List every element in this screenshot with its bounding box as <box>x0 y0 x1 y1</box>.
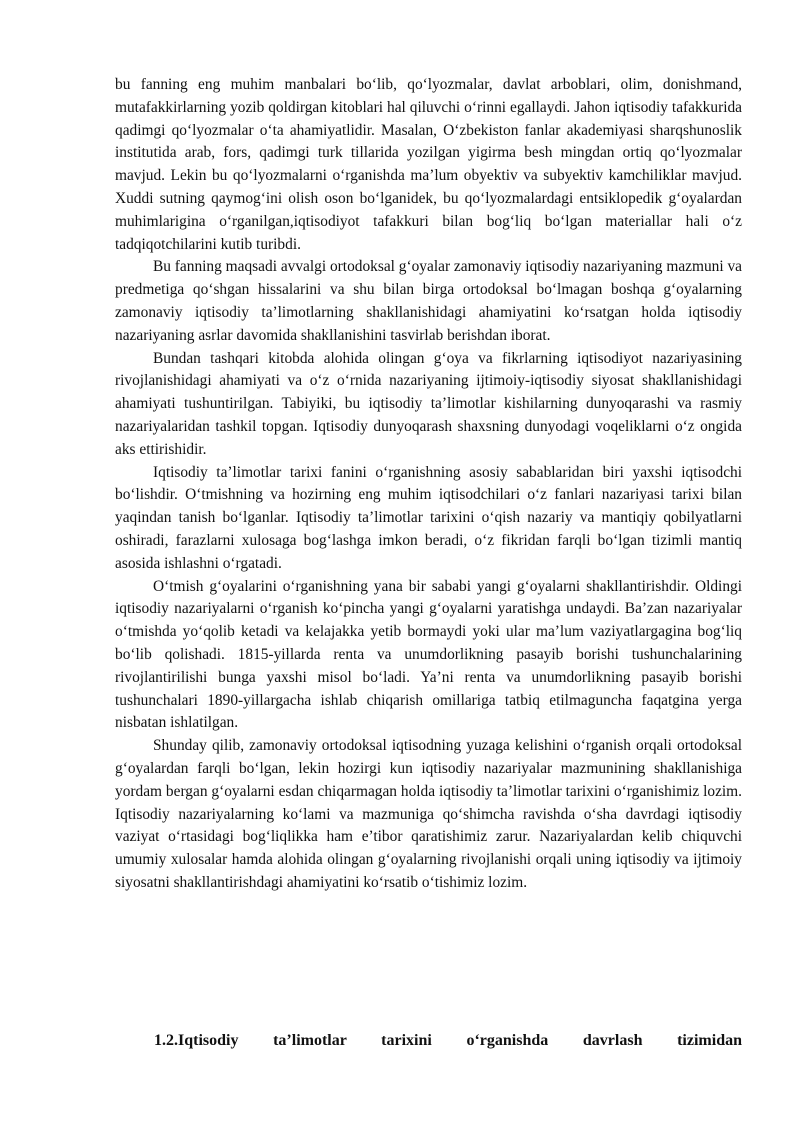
paragraph-past-ideas: O‘tmish g‘oyalarini o‘rganishning yana bir sababi yangi g‘oyalarni shakllantirishdir. Oldingi iqtisodiy nazariyalarni o‘rganish ko‘pincha yangi g‘oyalarni yaratishga undaydi. Ba’zan nazariyalar o‘tmishda yo‘qolib ketadi va kelajakka yetib bormaydi yoki ular ma’lum vaziyatlargagina bog‘liq bo‘lib qolishadi. 1815-yillarda renta va unumdorlikning pasayib borishi tushunchalarining rivojlantirilishi bunga yaxshi misol bo‘ladi. Ya’ni renta va unumdorlikning pasayib borishi tushunchalari 1890-yillargacha ishlab chiqarish omillariga tatbiq etilmaguncha faqatgina yerga nisbatan ishlatilgan. <box>115 577 742 732</box>
paragraph-conclusion: Shunday qilib, zamonaviy ortodoksal iqtisodning yuzaga kelishini o‘rganish orqali ortodoksal g‘oyalardan farqli bo‘lgan, lekin hozirgi kun iqtisodiy nazariyalar mazmunining shakllanishiga yordam bergan g‘oyalarni esdan chiqarmagan holda iqtisodiy ta’limotlar tarixini o‘rganishimiz lozim. Iqtisodiy nazariyalarning ko‘lami va mazmuniga qo‘shimcha ravishda o‘sha davrdagi iqtisodiy vaziyat o‘rtasidagi bog‘liqlikka ham e’tibor qaratishimiz zarur. Nazariyalardan kelib chiquvchi umumiy xulosalar hamda alohida olingan g‘oyalarning rivojlanishi orqali uning iqtisodiy va ijtimoiy siyosatni shakllantirishdagi ahamiyatini ko‘rsatib o‘tishimiz lozim. <box>115 737 742 891</box>
paragraph-purpose: Bu fanning maqsadi avvalgi ortodoksal g‘oyalar zamonaviy iqtisodiy nazariyaning mazmuni va predmetiga qo‘shgan hissalarini va shu bilan birga ortodoksal bo‘lmagan boshqa g‘oyalarning zamonaviy iqtisodiy ta’limotlarning shakllanishidagi ahamiyatini ko‘rsatgan holda iqtisodiy nazariyaning asrlar davomida shakllanishini tasvirlab berishdan iborat. <box>115 258 742 344</box>
paragraph-ideas: Bundan tashqari kitobda alohida olingan g‘oya va fikrlarning iqtisodiyot nazariyasining rivojlanishidagi ahamiyati va o‘z o‘rnida nazariyaning ijtimoiy-iqtisodiy siyosat shakllanishidagi ahamiyati tushuntirilgan. Tabiyiki, bu iqtisodiy ta’limotlar kishilarning dunyoqarashi va rasmiy nazariyalaridan tashkil topgan. Iqtisodiy dunyoqarash shaxsning dunyodagi voqeliklarni o‘z ongida aks ettirishidir. <box>115 349 742 458</box>
paragraph-continuation: bu fanning eng muhim manbalari bo‘lib, qo‘lyozmalar, davlat arboblari, olim, donishmand, mutafakkirlarning yozib qoldirgan kitoblari hal qiluvchi o‘rinni egallaydi. Jahon iqtisodiy tafakkurida qadimgi qo‘lyozmalar o‘ta ahamiyatlidir. Masalan, O‘zbekiston fanlar akademiyasi sharqshunoslik institutida arab, fors, qadimgi turk tillarida yozilgan yigirma besh mingdan ortiq qo‘lyozmalar mavjud. Lekin bu qo‘lyozmalarni o‘rganishda ma’lum obyektiv va subyektiv kamchiliklar mavjud. Xuddi sutning qaymog‘ini olish oson bo‘lganidek, bu qo‘lyozmalardagi entsiklopedik g‘oyalardan muhimlarigina o‘rganilgan,iqtisodiyot tafakkuri bilan bog‘liq bo‘lgan materiallar hali o‘z tadqiqotchilarini kutib turibdi. <box>115 76 742 253</box>
document-body <box>115 74 742 895</box>
paragraph-reasons: Iqtisodiy ta’limotlar tarixi fanini o‘rganishning asosiy sabablaridan biri yaxshi iqtisodchi bo‘lishdir. O‘tmishning va hozirning eng muhim iqtisodchilari o‘z fanlari nazariyasi tarixi bilan yaqindan tanish bo‘lganlar. Iqtisodiy ta’limotlar tarixini o‘qish nazariy va mantiqiy qobilyatlarni oshiradi, farazlarni xulosaga bog‘lashga imkon beradi, o‘z fikridan farqli bo‘lgan tizimli mantiq asosida ishlashni o‘rgatadi. <box>115 463 742 572</box>
section-heading: 1.2.Iqtisodiy ta’limotlar tarixini o‘rganishda davrlash tizimidan <box>154 1032 742 1049</box>
